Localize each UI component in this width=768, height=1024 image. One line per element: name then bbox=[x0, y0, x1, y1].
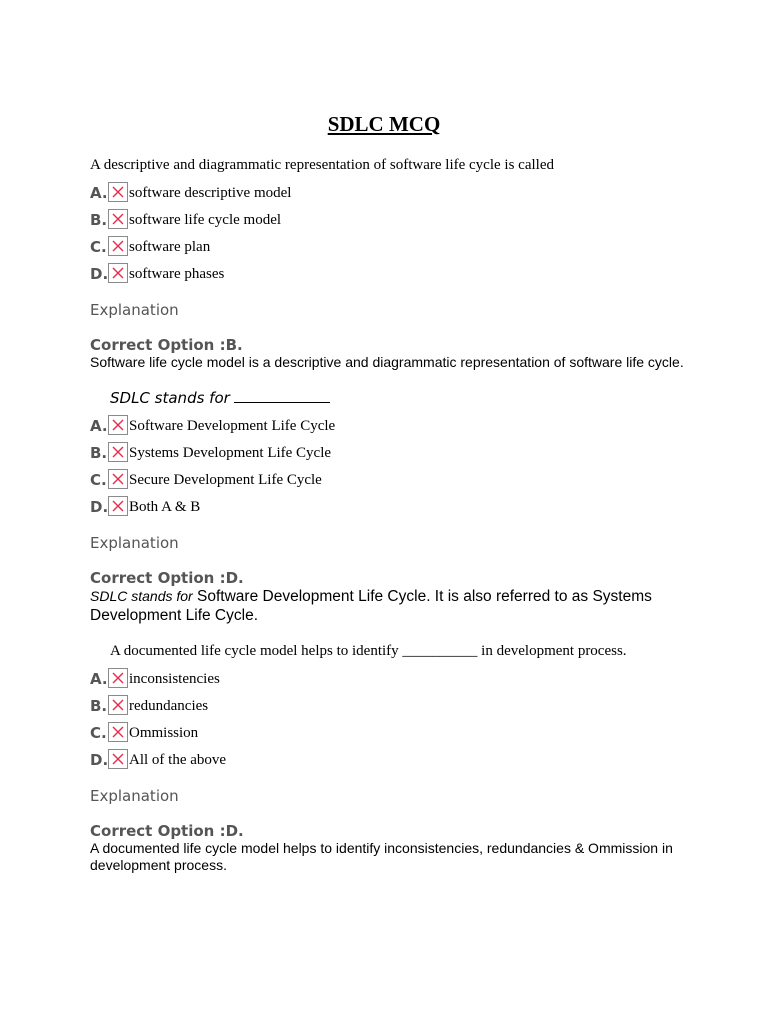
option-b[interactable] bbox=[90, 202, 690, 229]
red-x-checkbox-icon[interactable] bbox=[108, 415, 128, 435]
option-a[interactable] bbox=[90, 661, 690, 688]
option-letter: C. bbox=[90, 724, 107, 742]
option-text: inconsistencies bbox=[129, 671, 220, 687]
option-text: software plan bbox=[129, 239, 211, 255]
option-text: software life cycle model bbox=[129, 212, 282, 228]
option-letter: D. bbox=[90, 751, 109, 769]
correct-option: Correct Option :D. bbox=[90, 569, 244, 587]
answer-prefix: SDLC stands for bbox=[90, 588, 193, 604]
option-letter: C. bbox=[90, 471, 107, 489]
option-c[interactable] bbox=[90, 462, 690, 489]
red-x-checkbox-icon[interactable] bbox=[108, 182, 128, 202]
option-c[interactable] bbox=[90, 715, 690, 742]
option-text: All of the above bbox=[129, 752, 227, 768]
option-letter: A. bbox=[90, 417, 108, 435]
option-text: software phases bbox=[129, 266, 225, 282]
question-block-3 bbox=[90, 641, 690, 874]
option-text: software descriptive model bbox=[129, 185, 292, 201]
question-text: A documented life cycle model helps to identify __________ in development process. bbox=[110, 643, 627, 659]
option-b[interactable] bbox=[90, 688, 690, 715]
option-letter: B. bbox=[90, 697, 108, 715]
explanation-heading: Explanation bbox=[90, 301, 179, 319]
option-a[interactable] bbox=[90, 408, 690, 435]
blank-line bbox=[234, 388, 330, 403]
page-title: SDLC MCQ bbox=[327, 112, 441, 136]
option-text: redundancies bbox=[129, 698, 209, 714]
answer-body: Software Development Life Cycle. It is also referred to as Systems Development Life Cycle. bbox=[90, 588, 652, 624]
option-d[interactable] bbox=[90, 256, 690, 283]
question-text: A descriptive and diagrammatic representation of software life cycle is called bbox=[90, 157, 554, 173]
option-d[interactable] bbox=[90, 742, 690, 769]
option-text: Ommission bbox=[129, 725, 199, 741]
red-x-checkbox-icon[interactable] bbox=[108, 722, 128, 742]
question-block-2 bbox=[90, 388, 690, 625]
answer-explanation: A documented life cycle model helps to identify inconsistencies, redundancies & Ommission in development process. bbox=[90, 840, 673, 873]
red-x-checkbox-icon[interactable] bbox=[108, 236, 128, 256]
option-text: Both A & B bbox=[129, 499, 201, 515]
option-text: Secure Development Life Cycle bbox=[129, 472, 322, 488]
red-x-checkbox-icon[interactable] bbox=[108, 469, 128, 489]
correct-option: Correct Option :D. bbox=[90, 822, 244, 840]
option-c[interactable] bbox=[90, 229, 690, 256]
answer-explanation bbox=[90, 587, 690, 625]
option-letter: D. bbox=[90, 498, 109, 516]
option-letter: C. bbox=[90, 238, 107, 256]
question-text bbox=[90, 388, 690, 408]
option-text: Software Development Life Cycle bbox=[129, 418, 336, 434]
option-letter: B. bbox=[90, 444, 108, 462]
red-x-checkbox-icon[interactable] bbox=[108, 496, 128, 516]
option-letter: A. bbox=[90, 670, 108, 688]
option-letter: A. bbox=[90, 184, 108, 202]
option-b[interactable] bbox=[90, 435, 690, 462]
question-text-label: SDLC stands for bbox=[110, 389, 230, 407]
question-block-1 bbox=[90, 155, 690, 371]
answer-explanation: Software life cycle model is a descriptive and diagrammatic representation of software life cycle. bbox=[90, 354, 684, 370]
correct-option: Correct Option :B. bbox=[90, 336, 243, 354]
option-letter: B. bbox=[90, 211, 108, 229]
red-x-checkbox-icon[interactable] bbox=[108, 695, 128, 715]
red-x-checkbox-icon[interactable] bbox=[108, 668, 128, 688]
option-d[interactable] bbox=[90, 489, 690, 516]
option-letter: D. bbox=[90, 265, 109, 283]
explanation-heading: Explanation bbox=[90, 534, 179, 552]
red-x-checkbox-icon[interactable] bbox=[108, 442, 128, 462]
red-x-checkbox-icon[interactable] bbox=[108, 263, 128, 283]
option-a[interactable] bbox=[90, 175, 690, 202]
red-x-checkbox-icon[interactable] bbox=[108, 749, 128, 769]
red-x-checkbox-icon[interactable] bbox=[108, 209, 128, 229]
explanation-heading: Explanation bbox=[90, 787, 179, 805]
option-text: Systems Development Life Cycle bbox=[129, 445, 332, 461]
